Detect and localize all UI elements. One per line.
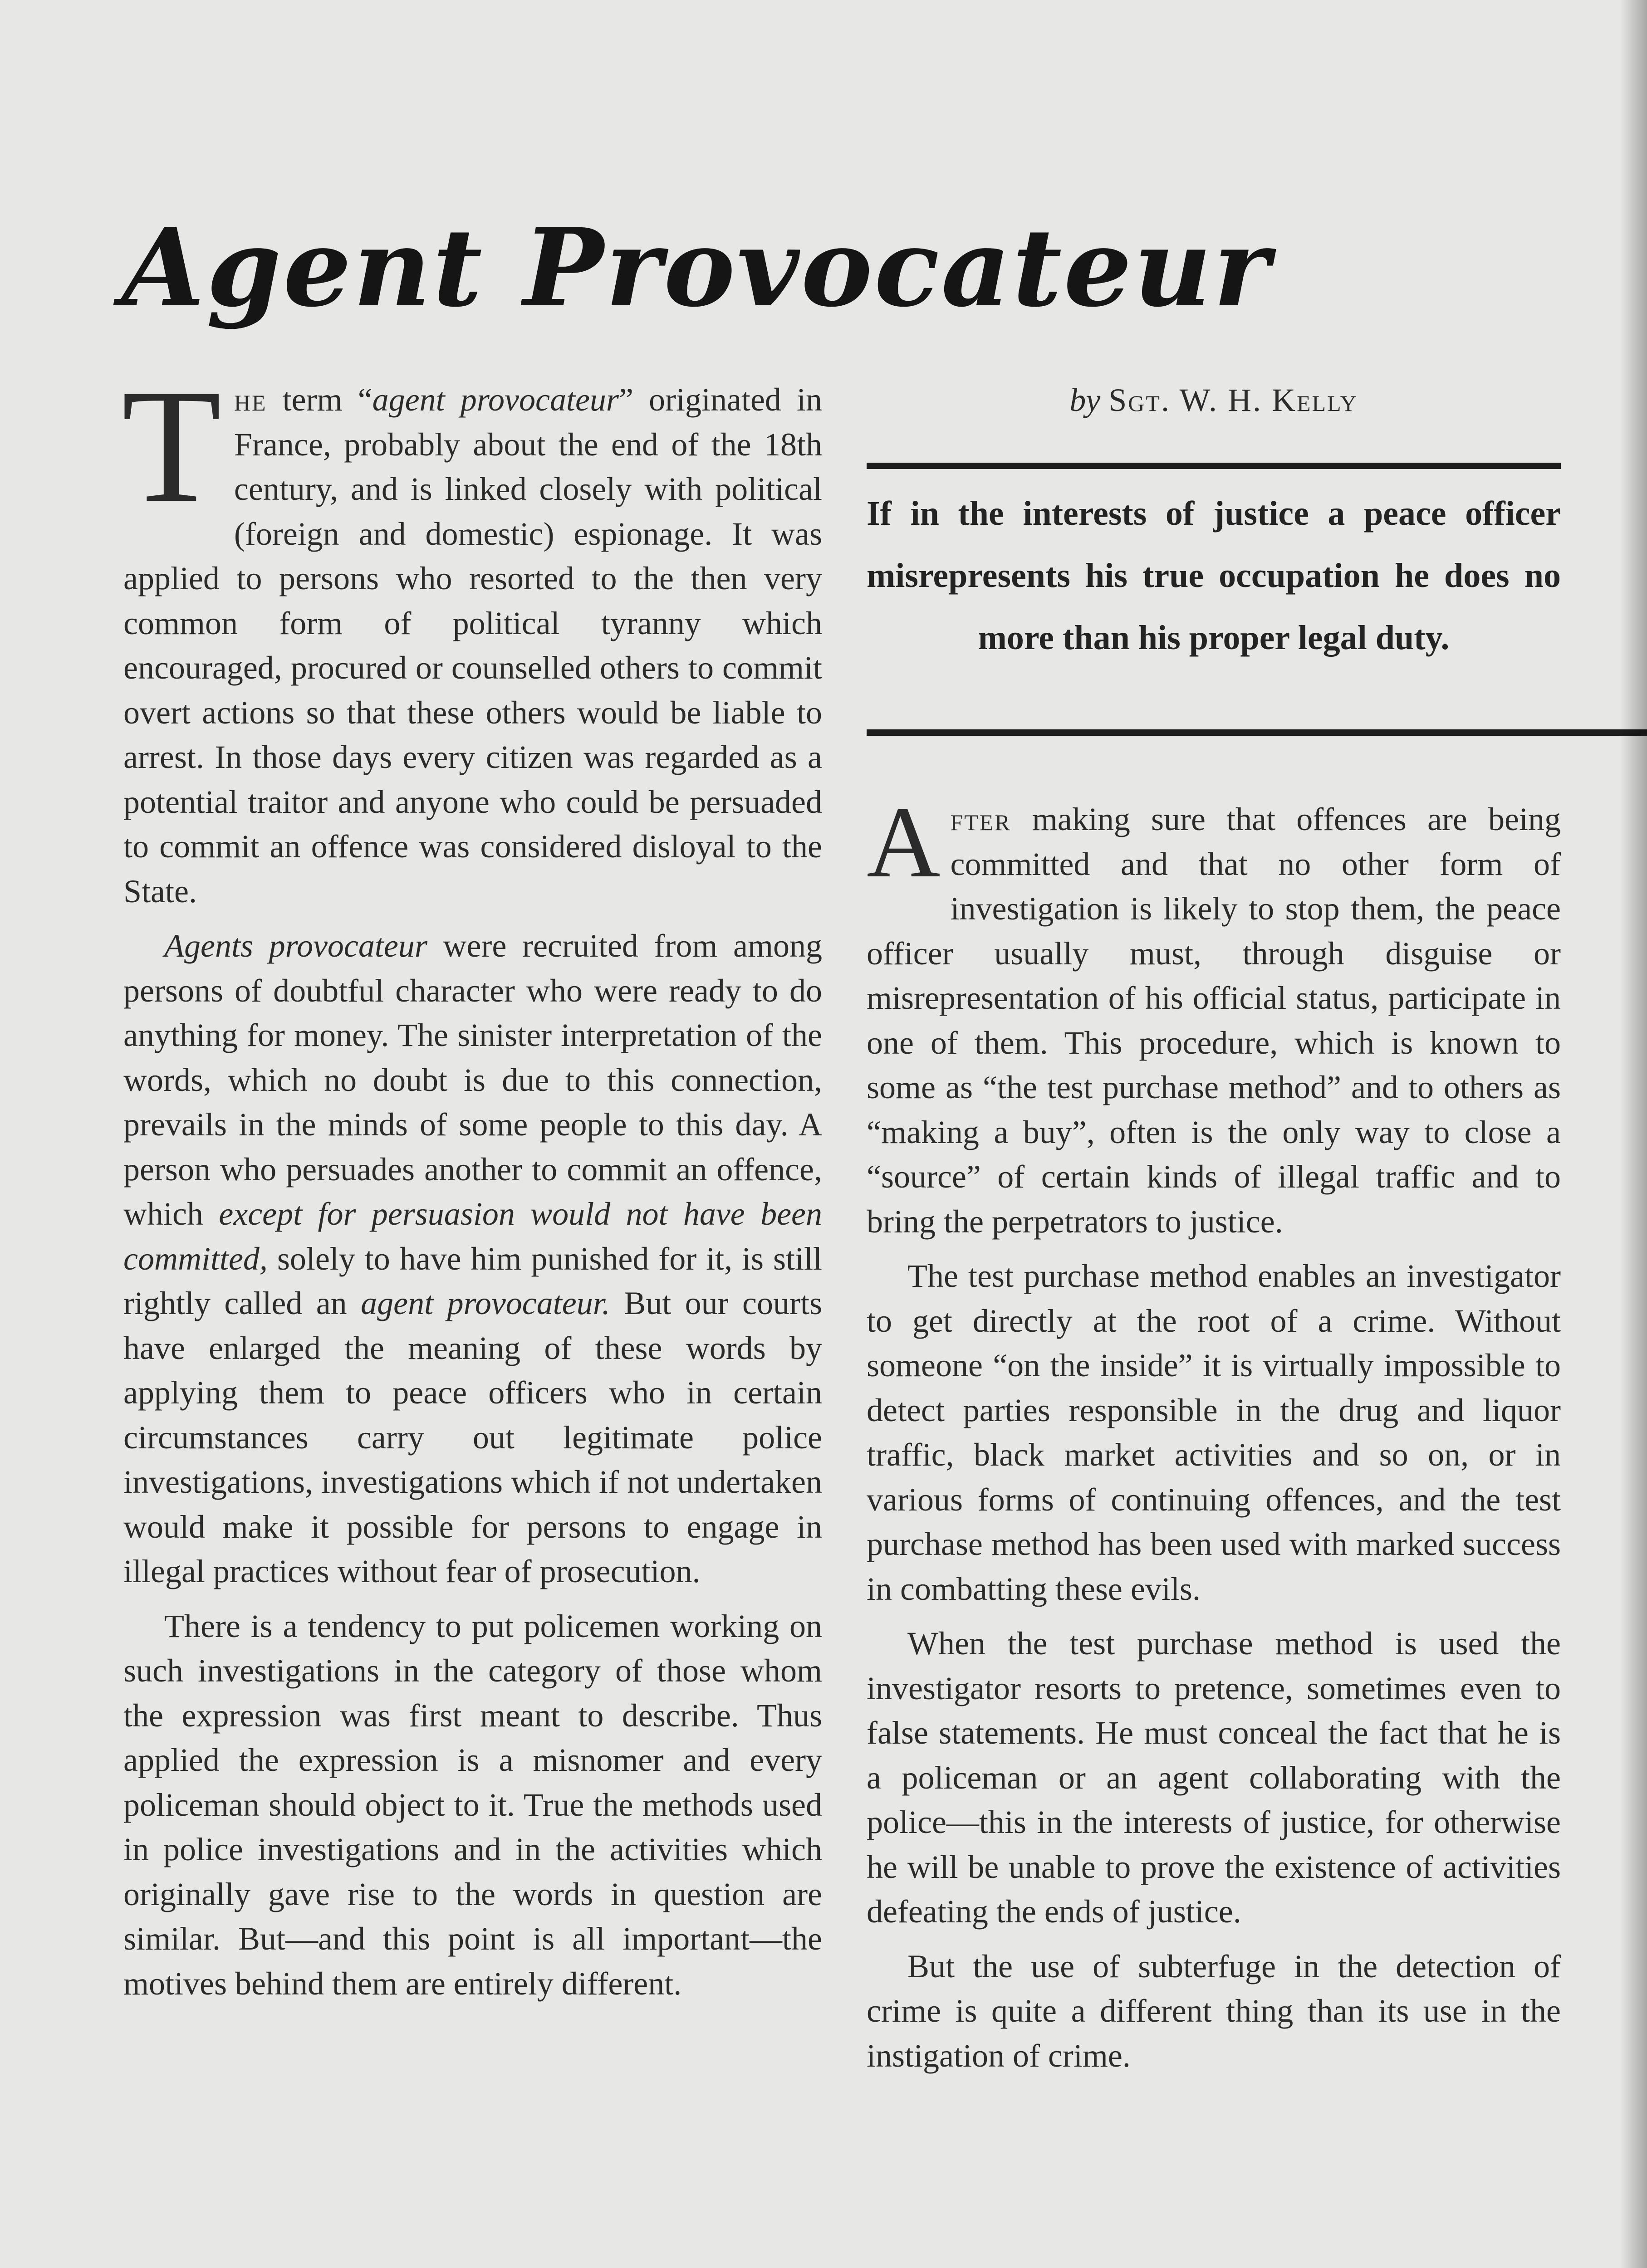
- paragraph-7: But the use of subterfuge in the detection of crime is quite a different thing than its use in the instigation of crime.: [867, 1948, 1561, 2074]
- paragraph-2-text-c: But our courts have enlarged the meaning of these words by applying them to peace officers who in certain circumstances carry out legitimate police investigations, investigations which if not undertaken would make it possible for persons to engage in illegal practices without fear of prosecution.: [123, 1285, 822, 1589]
- byline: [867, 377, 1561, 423]
- paragraph-2-text-b: solely to have him punished for it, is still rightly called an: [123, 1240, 822, 1321]
- paragraph-6: When the test purchase method is used the investigator resorts to pretence, sometimes even to false statements. He must conceal the fact that he is a policeman or an agent collaborating with the police—this in the interests of justice, for otherwise he will be unable to prove the existence of activities defeating the ends of justice.: [867, 1625, 1561, 1930]
- pull-quote-top-rule: [867, 463, 1561, 469]
- paragraph-1-text-a: term “: [267, 381, 373, 418]
- paragraph-1-text-b: ” originated in France, probably about the end of the 18th century, and is linked closely with political (foreign and domestic) espionage. It was applied to persons who resorted to the then very common form of political tyranny which encouraged, procured or counselled others to commit overt actions so that these others would be liable to arrest. In those days every citizen was regarded as a potential traitor and anyone who could be persuaded to commit an offence was considered disloyal to the State.: [123, 381, 822, 909]
- paragraph-4: [867, 785, 1561, 1244]
- paragraph-1: [122, 355, 822, 914]
- page-edge-shadow: [1620, 0, 1647, 2268]
- byline-by: by: [1069, 382, 1101, 418]
- right-column-body: [867, 785, 1561, 2078]
- paragraph-1-italic-term: agent provocateur: [372, 381, 619, 418]
- paragraph-2-italic-b: except for persuasion would not have been committed,: [123, 1196, 822, 1277]
- paragraph-2-italic-c: agent provocateur.: [361, 1285, 610, 1321]
- right-column: [867, 377, 1561, 2078]
- left-column: [122, 355, 823, 2006]
- paragraph-4-text: making sure that offences are being committed and that no other form of investigation is likely to stop them, the peace officer usually must, through disguise or misrepresentation of his official status, participate in one of them. This procedure, which is known to some as “the test purchase method” and to others as “making a buy”, often is the only way to close a “source” of certain kinds of illegal traffic and to bring the perpetrators to justice.: [867, 801, 1561, 1240]
- small-caps-lead-2: fter: [950, 801, 1011, 837]
- drop-cap-t: T: [122, 355, 221, 536]
- paragraph-3: There is a tendency to put policemen working on such investigations in the category of those whom the expression was first meant to describe. Thus applied the expression is a misnomer and every policeman should object to it. True the methods used in police investigations and in the activities which originally gave rise to the words in question are similar. But—and this point is all important—the motives behind them are entirely different.: [123, 1608, 822, 2002]
- drop-cap-a: A: [867, 785, 941, 899]
- paragraph-2: [123, 924, 822, 1594]
- pull-quote-bottom-rule: [867, 729, 1647, 736]
- pull-quote: If in the interests of justice a peace officer misrepresents his true occupation he does no more than his proper legal duty.: [867, 494, 1561, 657]
- byline-author: Sgt. W. H. Kelly: [1108, 382, 1358, 418]
- paragraph-2-text-a: were recruited from among persons of doubtful character who were ready to do anything for money. The sinister interpretation of the words, which no doubt is due to this connection, prevails in the minds of some people to this day. A person who persuades another to commit an offence, which: [123, 928, 823, 1232]
- paragraph-5: The test purchase method enables an investigator to get directly at the root of a crime. Without someone “on the inside” it is virtually impossible to detect parties responsible in the drug and liquor traffic, black market activities and so on, or in various forms of continuing offences, and the test purchase method has been used with marked success in combatting these evils.: [867, 1258, 1561, 1607]
- small-caps-lead: he: [234, 381, 267, 418]
- paragraph-2-italic-a: Agents provocateur: [164, 928, 427, 964]
- article-title: Agent Provocateur: [122, 205, 1272, 331]
